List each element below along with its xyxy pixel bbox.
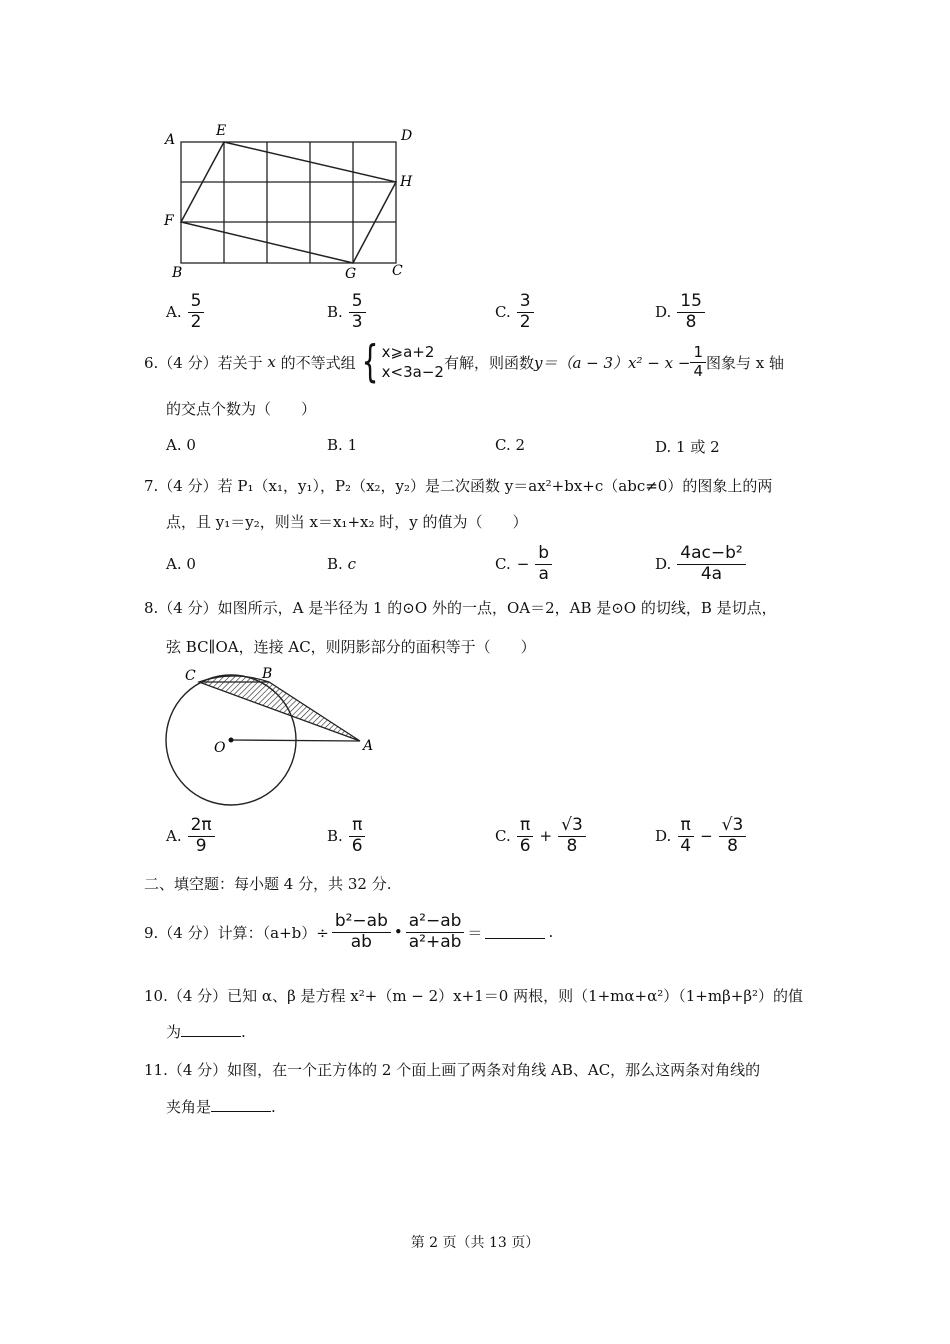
q8-line1: 8.（4 分）如图所示，A 是半径为 1 的⊙O 外的一点，OA＝2，AB 是⊙O 的切线，B 是切点， bbox=[144, 599, 777, 617]
label-C: C bbox=[185, 668, 196, 684]
q6-option-c: C. 2 bbox=[495, 436, 526, 454]
label-B: B bbox=[262, 666, 273, 682]
q7-option-a: A. 0 bbox=[166, 555, 196, 573]
q7-option-c: C. − $\frac{b}{a}$ bbox=[495, 544, 552, 584]
q9-answer-blank[interactable] bbox=[485, 926, 545, 939]
q6-option-d: D. 1 或 2 bbox=[655, 438, 720, 456]
q10-answer-blank[interactable] bbox=[181, 1024, 241, 1037]
label-A: A bbox=[363, 738, 374, 754]
q11-line2: 夹角是 . bbox=[166, 1098, 276, 1116]
label-G: G bbox=[345, 266, 357, 282]
q5-option-b: B. $\frac{5}{3}$ bbox=[327, 292, 366, 332]
label-E: E bbox=[216, 123, 227, 139]
q8-option-d: D. $\frac{\pi}{4}$ − $\frac{√3}{8}$ bbox=[655, 816, 746, 856]
q6-option-b: B. 1 bbox=[327, 436, 358, 454]
q11-answer-blank[interactable] bbox=[211, 1099, 271, 1112]
q8-line2: 弦 BC∥OA，连接 AC，则阴影部分的面积等于（ ） bbox=[166, 638, 536, 656]
q5-grid-figure bbox=[160, 120, 420, 285]
label-O: O bbox=[214, 740, 226, 756]
label-C: C bbox=[392, 263, 403, 279]
q8-option-c: C. $\frac{\pi}{6}$ + $\frac{√3}{8}$ bbox=[495, 816, 586, 856]
section-heading-fill-in: 二、填空题：每小题 4 分，共 32 分. bbox=[144, 875, 392, 893]
q6-inequality-system: { x⩾a+2 x<3a−2 bbox=[361, 336, 444, 387]
label-A: A bbox=[165, 132, 176, 148]
q9-line: 9.（4 分）计算：（a+b）÷ $\frac{\text{b²−ab}}{ab}$ • $\frac{\text{a²−ab}}{\text{a²+ab}}$ ＝ . bbox=[144, 911, 554, 952]
q5-option-d: D. $\frac{15}{8}$ bbox=[655, 292, 705, 332]
q11-line1: 11.（4 分）如图，在一个正方体的 2 个面上画了两条对角线 AB、AC，那么这两条对角线的 bbox=[144, 1061, 761, 1079]
q5-option-a: A. $\frac{5}{2}$ bbox=[166, 292, 204, 332]
label-H: H bbox=[400, 174, 413, 190]
q6-line2: 的交点个数为（ ） bbox=[166, 400, 317, 418]
q10-line1: 10.（4 分）已知 α、β 是方程 x²+（m − 2）x+1＝0 两根，则（1+mα+α²）（1+mβ+β²）的值 bbox=[144, 987, 804, 1005]
q7-option-b: B. c bbox=[327, 555, 356, 573]
label-F: F bbox=[164, 213, 174, 229]
q6-option-a: A. 0 bbox=[166, 436, 196, 454]
q8-circle-figure bbox=[155, 660, 385, 810]
q10-line2: 为 . bbox=[166, 1023, 246, 1041]
q8-option-b: B. $\frac{\pi}{6}$ bbox=[327, 816, 366, 856]
q7-option-d: D. $\frac{\text{4ac−b²}}{4a}$ bbox=[655, 544, 746, 584]
q5-option-c: C. $\frac{3}{2}$ bbox=[495, 292, 534, 332]
label-B: B bbox=[172, 265, 183, 281]
q6-line1: 6.（4 分）若关于 x 的不等式组 { x⩾a+2 x<3a−2 有解，则函数 y＝（a − 3）x² − x − $\frac{1}{4}$ 图象与 x 轴 bbox=[144, 336, 784, 387]
q8-option-a: A. $\frac{2\pi}{9}$ bbox=[166, 816, 215, 856]
label-D: D bbox=[401, 128, 413, 144]
q7-line2: 点，且 y₁＝y₂，则当 x＝x₁+x₂ 时，y 的值为（ ） bbox=[166, 513, 528, 531]
page-footer: 第 2 页（共 13 页） bbox=[410, 1235, 540, 1251]
q7-line1: 7.（4 分）若 P₁（x₁，y₁），P₂（x₂，y₂）是二次函数 y＝ax²+bx+c（abc≠0）的图象上的两 bbox=[144, 477, 773, 495]
